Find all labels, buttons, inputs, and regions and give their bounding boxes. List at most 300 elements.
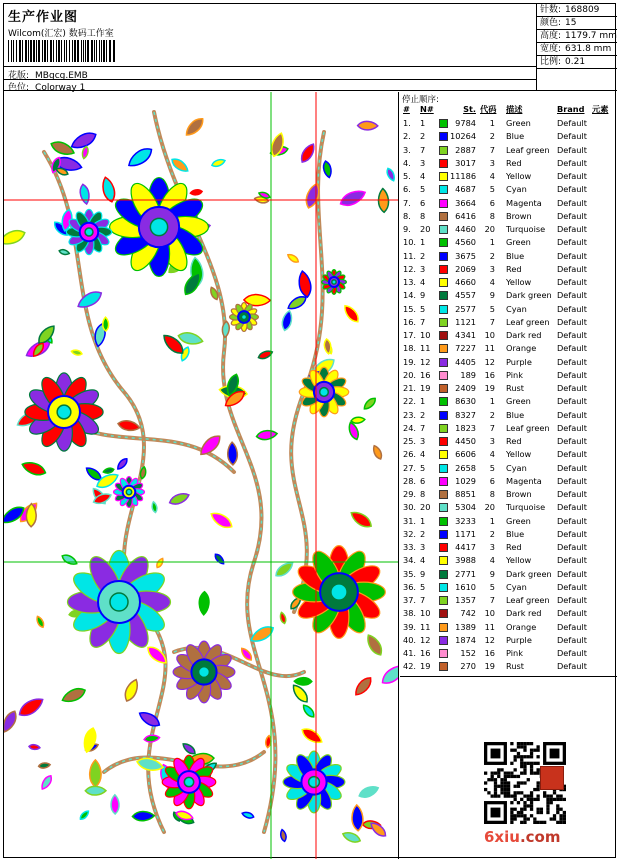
- qr-module: [494, 772, 497, 775]
- qr-module: [517, 755, 520, 758]
- row-idx: 18.: [403, 343, 417, 354]
- row-needle: 10: [420, 330, 431, 340]
- color-swatch: [439, 543, 448, 552]
- design-file-value: MBgcg.EMB: [35, 71, 88, 81]
- barcode-bar: [99, 40, 100, 62]
- color-swatch: [439, 172, 448, 181]
- row-stitches: 1171: [455, 528, 476, 539]
- row-needle: 1: [420, 396, 426, 407]
- row-idx: 34.: [403, 555, 417, 566]
- qr-module: [507, 785, 510, 788]
- row-description: Red: [506, 157, 522, 168]
- stop-sequence-row: [400, 581, 617, 594]
- qr-module: [530, 749, 533, 752]
- leaf-motif: [116, 457, 129, 471]
- qr-module: [523, 765, 526, 768]
- leaf-motif: [16, 695, 46, 720]
- qr-module: [523, 742, 526, 745]
- row-stitches: 189: [460, 369, 476, 380]
- color-swatch: [439, 437, 448, 446]
- header-panel: [4, 4, 537, 91]
- row-code: 6: [489, 197, 495, 208]
- qr-module: [491, 794, 494, 797]
- row-needle: 5: [420, 581, 426, 592]
- row-description: Dark red: [506, 608, 542, 619]
- qr-module: [504, 785, 507, 788]
- leaf-motif: [358, 121, 378, 130]
- leaf-motif: [323, 339, 331, 355]
- barcode-bar: [91, 40, 93, 62]
- row-needle: 1: [420, 118, 426, 128]
- header-idx: #: [403, 104, 410, 114]
- barcode-bar: [81, 40, 82, 62]
- color-swatch: [439, 212, 448, 221]
- row-needle: 5: [420, 303, 426, 314]
- row-idx: 33.: [403, 542, 417, 552]
- row-idx: 36.: [403, 581, 417, 592]
- row-needle: 12: [420, 634, 431, 645]
- barcode-bar: [61, 40, 62, 62]
- row-description: Magenta: [506, 197, 542, 208]
- row-code: 5: [489, 184, 495, 195]
- qr-module: [550, 801, 553, 804]
- qr-module: [533, 762, 536, 765]
- qr-module: [536, 798, 539, 801]
- row-description: Cyan: [506, 581, 527, 592]
- row-code: 4: [489, 555, 495, 566]
- leaf-motif: [75, 288, 104, 311]
- design-file-label: 花版:: [8, 71, 30, 81]
- color-swatch: [439, 185, 448, 194]
- row-needle: 1: [420, 237, 426, 248]
- row-needle: 11: [420, 621, 431, 632]
- row-needle: 2: [420, 528, 426, 539]
- qr-module: [536, 794, 539, 797]
- stop-sequence-row: [400, 395, 617, 408]
- stop-sequence-row: [400, 316, 617, 329]
- qr-module: [487, 778, 490, 781]
- qr-module: [523, 762, 526, 765]
- seal-stamp: [540, 766, 564, 790]
- qr-module: [523, 794, 526, 797]
- qr-module: [553, 814, 556, 817]
- qr-module: [556, 808, 559, 811]
- barcode-bar: [30, 40, 32, 62]
- qr-module: [563, 817, 566, 820]
- row-code: 5: [489, 462, 495, 473]
- qr-finder: [491, 749, 501, 759]
- row-needle: 5: [420, 184, 426, 195]
- qr-module: [514, 775, 517, 778]
- row-code: 1: [489, 396, 495, 407]
- row-stitches: 4687: [455, 184, 476, 195]
- row-brand: Default: [557, 661, 587, 672]
- qr-module: [546, 801, 549, 804]
- row-description: Red: [506, 436, 522, 446]
- leaf-motif: [385, 167, 396, 182]
- row-description: Brown: [506, 210, 532, 221]
- leaf-motif: [183, 115, 206, 138]
- row-brand: Default: [557, 171, 587, 181]
- row-stitches: 1357: [455, 595, 476, 605]
- row-brand: Default: [557, 648, 587, 658]
- qr-module: [530, 765, 533, 768]
- row-description: Orange: [506, 343, 537, 354]
- row-code: 11: [484, 343, 495, 354]
- row-stitches: 4660: [455, 277, 476, 287]
- barcode-bar: [113, 40, 115, 62]
- stop-sequence-row: [400, 435, 617, 448]
- leaf-motif: [49, 139, 76, 158]
- row-code: 10: [484, 330, 495, 340]
- stop-sequence-row: [400, 250, 617, 263]
- leaf-motif: [341, 830, 361, 844]
- row-idx: 14.: [403, 290, 417, 301]
- row-code: 3: [489, 542, 495, 552]
- row-stitches: 4417: [455, 542, 476, 552]
- flower-core: [85, 228, 93, 236]
- row-description: Pink: [506, 648, 523, 658]
- row-stitches: 4460: [455, 224, 476, 234]
- qr-module: [497, 775, 500, 778]
- stop-sequence-row: [400, 462, 617, 475]
- qr-module: [530, 814, 533, 817]
- leaf-motif: [300, 726, 325, 746]
- barcode-bar: [64, 40, 65, 62]
- qr-module: [510, 775, 513, 778]
- header-needle: N#: [420, 104, 434, 114]
- row-description: Yellow: [506, 449, 532, 460]
- leaf-motif: [244, 294, 271, 306]
- leaf-motif: [286, 253, 299, 264]
- leaf-motif: [351, 805, 363, 831]
- row-needle: 5: [420, 462, 426, 473]
- qr-module: [530, 742, 533, 745]
- qr-module: [556, 811, 559, 814]
- header-stitches: St.: [463, 104, 476, 114]
- row-code: 2: [489, 250, 495, 261]
- leaf-motif: [364, 633, 385, 658]
- row-brand: Default: [557, 634, 587, 645]
- barcode-bar: [109, 40, 111, 62]
- row-code: 2: [489, 131, 495, 142]
- barcode-bar: [13, 40, 14, 62]
- barcode-bar: [25, 40, 27, 62]
- color-swatch: [439, 265, 448, 274]
- row-needle: 16: [420, 369, 431, 380]
- qr-module: [484, 772, 487, 775]
- row-stitches: 8327: [455, 409, 476, 420]
- header-element: 元素: [592, 104, 609, 114]
- leaf-motif: [199, 592, 210, 615]
- row-needle: 19: [420, 661, 431, 672]
- embroidery-artwork: [4, 92, 399, 859]
- row-idx: 27.: [403, 462, 417, 473]
- color-swatch: [439, 344, 448, 353]
- spec-value: 0.21: [565, 57, 586, 67]
- stop-sequence-row: [400, 475, 617, 488]
- leaf-motif: [338, 187, 367, 209]
- row-stitches: 2771: [455, 568, 476, 579]
- qr-module: [559, 821, 562, 824]
- qr-module: [533, 749, 536, 752]
- row-idx: 7.: [403, 197, 411, 208]
- leaf-motif: [362, 396, 377, 411]
- row-description: Leaf green: [506, 316, 550, 327]
- leaf-motif: [290, 682, 310, 704]
- row-description: Purple: [506, 634, 532, 645]
- qr-module: [533, 788, 536, 791]
- watermark-suffix: .com: [519, 828, 561, 846]
- color-swatch: [439, 503, 448, 512]
- color-swatch: [439, 305, 448, 314]
- row-code: 3: [489, 436, 495, 446]
- leaf-motif: [190, 189, 202, 196]
- color-swatch: [439, 609, 448, 618]
- qr-module: [510, 817, 513, 820]
- stop-sequence-row: [400, 607, 617, 620]
- color-swatch: [439, 424, 448, 433]
- row-code: 7: [489, 144, 495, 155]
- row-brand: Default: [557, 118, 587, 128]
- row-stitches: 9784: [455, 118, 476, 128]
- qr-module: [527, 798, 530, 801]
- row-code: 10: [484, 608, 495, 619]
- qr-module: [543, 794, 546, 797]
- row-brand: Default: [557, 462, 587, 473]
- row-needle: 7: [420, 316, 426, 327]
- qr-module: [497, 785, 500, 788]
- qr-module: [500, 785, 503, 788]
- color-swatch: [439, 159, 448, 168]
- qr-module: [497, 772, 500, 775]
- qr-module: [540, 811, 543, 814]
- header-code: 代码: [480, 104, 497, 114]
- qr-module: [520, 814, 523, 817]
- leaf-motif: [61, 553, 79, 567]
- row-needle: 7: [420, 144, 426, 155]
- barcode-bar: [58, 40, 60, 62]
- qr-module: [500, 778, 503, 781]
- row-stitches: 3675: [455, 250, 476, 261]
- row-idx: 17.: [403, 330, 417, 340]
- qr-module: [523, 808, 526, 811]
- row-brand: Default: [557, 409, 587, 420]
- color-swatch: [439, 411, 448, 420]
- qr-module: [553, 817, 556, 820]
- row-idx: 2.: [403, 131, 411, 142]
- row-code: 7: [489, 316, 495, 327]
- qr-module: [533, 798, 536, 801]
- row-description: Blue: [506, 409, 525, 420]
- row-stitches: 5304: [455, 502, 476, 513]
- leaf-motif: [38, 762, 50, 768]
- row-description: Dark green: [506, 568, 552, 579]
- qr-module: [510, 811, 513, 814]
- row-description: Brown: [506, 489, 532, 499]
- leaf-motif: [117, 419, 140, 432]
- stop-sequence-row: [400, 170, 617, 183]
- qr-module: [520, 755, 523, 758]
- row-brand: Default: [557, 250, 587, 261]
- row-stitches: 1610: [455, 581, 476, 592]
- color-swatch: [439, 318, 448, 327]
- row-description: Rust: [506, 661, 524, 672]
- qr-module: [546, 811, 549, 814]
- row-brand: Default: [557, 303, 587, 314]
- qr-module: [520, 762, 523, 765]
- qr-module: [530, 752, 533, 755]
- qr-module: [556, 794, 559, 797]
- embroidery-design-preview: [4, 92, 399, 859]
- watermark: [484, 828, 560, 846]
- color-swatch: [439, 517, 448, 526]
- row-idx: 4.: [403, 157, 411, 168]
- qr-module: [497, 794, 500, 797]
- row-code: 16: [484, 369, 495, 380]
- row-brand: Default: [557, 290, 587, 301]
- row-stitches: 1029: [455, 475, 476, 486]
- row-stitches: 6606: [455, 449, 476, 460]
- spec-value: 1179.7 mm: [565, 31, 617, 41]
- qr-module: [530, 798, 533, 801]
- qr-module: [533, 817, 536, 820]
- stop-sequence-row: [400, 501, 617, 514]
- row-description: Green: [506, 515, 531, 526]
- barcode-bar: [106, 40, 107, 62]
- barcode-bar: [47, 40, 48, 62]
- row-stitches: 4557: [455, 290, 476, 301]
- qr-module: [510, 749, 513, 752]
- row-idx: 5.: [403, 171, 411, 181]
- spec-value: 15: [565, 18, 577, 28]
- qr-module: [500, 791, 503, 794]
- row-idx: 39.: [403, 621, 417, 632]
- company-name: Wilcom(汇宏) 数码工作室: [8, 29, 114, 39]
- barcode-bar: [50, 40, 52, 62]
- row-idx: 42.: [403, 661, 417, 672]
- row-stitches: 270: [460, 661, 476, 672]
- color-swatch: [439, 358, 448, 367]
- row-code: 5: [489, 303, 495, 314]
- row-idx: 21.: [403, 383, 417, 393]
- leaf-motif: [103, 317, 109, 331]
- qr-module: [527, 804, 530, 807]
- barcode-bar: [33, 40, 35, 62]
- color-swatch: [439, 450, 448, 459]
- header-description: 描述: [506, 104, 523, 114]
- stop-sequence-row: [400, 197, 617, 210]
- qr-module: [527, 817, 530, 820]
- qr-module: [523, 804, 526, 807]
- row-stitches: 1874: [455, 634, 476, 645]
- color-swatch: [439, 530, 448, 539]
- stop-sequence-row: [400, 276, 617, 289]
- row-brand: Default: [557, 621, 587, 632]
- row-stitches: 4450: [455, 436, 476, 446]
- row-brand: Default: [557, 369, 587, 380]
- qr-module: [517, 742, 520, 745]
- leaf-motif: [81, 146, 89, 159]
- row-code: 16: [484, 648, 495, 658]
- row-needle: 12: [420, 356, 431, 367]
- qr-module: [527, 742, 530, 745]
- leaf-motif: [358, 784, 380, 800]
- row-idx: 8.: [403, 210, 411, 221]
- row-stitches: 2577: [455, 303, 476, 314]
- qr-module: [514, 817, 517, 820]
- qr-module: [556, 798, 559, 801]
- row-stitches: 2069: [455, 263, 476, 274]
- row-idx: 24.: [403, 422, 417, 433]
- stop-sequence-row: [400, 263, 617, 276]
- qr-module: [504, 775, 507, 778]
- leaf-motif: [71, 349, 83, 356]
- stop-sequence-row: [400, 289, 617, 302]
- barcode-bar: [74, 40, 76, 62]
- row-needle: 4: [420, 171, 426, 181]
- row-code: 11: [484, 621, 495, 632]
- row-brand: Default: [557, 528, 587, 539]
- qr-module: [520, 798, 523, 801]
- stop-sequence-row: [400, 144, 617, 157]
- flower-core: [309, 777, 320, 788]
- row-idx: 1.: [403, 118, 411, 128]
- color-swatch: [439, 596, 448, 605]
- qr-module: [536, 808, 539, 811]
- qr-module: [510, 772, 513, 775]
- qr-module: [523, 821, 526, 824]
- qr-module: [530, 794, 533, 797]
- qr-module: [491, 772, 494, 775]
- leaf-motif: [348, 509, 374, 531]
- row-brand: Default: [557, 316, 587, 327]
- row-idx: 38.: [403, 608, 417, 619]
- qr-module: [494, 781, 497, 784]
- barcode-bar: [85, 40, 86, 62]
- leaf-motif: [298, 142, 317, 165]
- qr-module: [553, 798, 556, 801]
- qr-module: [507, 794, 510, 797]
- row-stitches: 3664: [455, 197, 476, 208]
- row-needle: 20: [420, 224, 431, 234]
- qr-module: [484, 781, 487, 784]
- barcode-bar: [19, 40, 21, 62]
- row-description: Blue: [506, 528, 525, 539]
- qr-module: [517, 745, 520, 748]
- qr-module: [514, 798, 517, 801]
- row-idx: 22.: [403, 396, 417, 407]
- qr-module: [559, 794, 562, 797]
- qr-module: [520, 791, 523, 794]
- flower-core: [110, 593, 128, 611]
- qr-module: [530, 772, 533, 775]
- color-swatch: [439, 146, 448, 155]
- flower-core: [332, 280, 336, 284]
- barcode-bar: [28, 40, 29, 62]
- row-needle: 19: [420, 383, 431, 393]
- row-idx: 16.: [403, 316, 417, 327]
- row-brand: Default: [557, 475, 587, 486]
- barcode-bar: [22, 40, 23, 62]
- qr-module: [494, 788, 497, 791]
- color-swatch: [439, 583, 448, 592]
- row-idx: 23.: [403, 409, 417, 420]
- row-stitches: 11186: [450, 171, 477, 181]
- row-code: 9: [489, 290, 495, 301]
- qr-module: [514, 791, 517, 794]
- qr-module: [523, 745, 526, 748]
